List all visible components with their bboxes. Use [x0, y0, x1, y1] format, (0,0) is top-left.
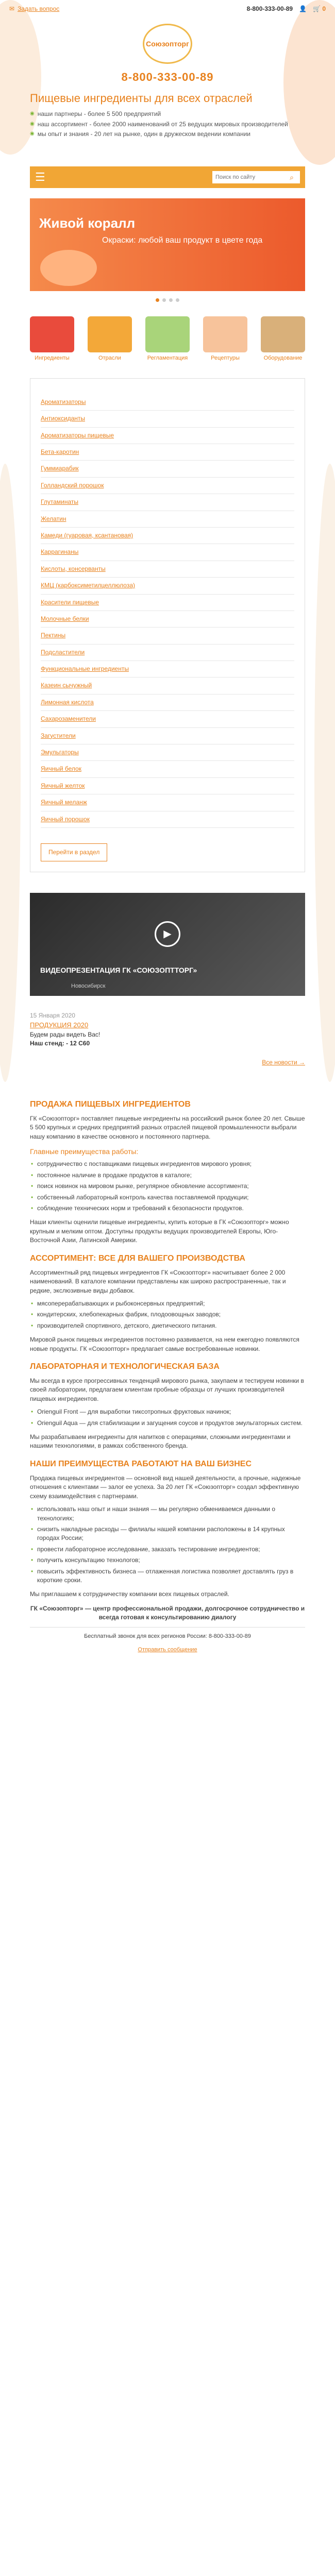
promo-banner[interactable] [30, 198, 305, 291]
category-ingredients[interactable] [30, 316, 74, 363]
list-item[interactable] [41, 628, 294, 644]
list-item-link[interactable]: Молочные белки [41, 615, 89, 622]
list-item: • поиск новинок на мировом рынке, регулярное обновление ассортимента; [30, 1182, 305, 1191]
list-item-link[interactable]: Глутаминаты [41, 498, 78, 506]
list-item-link[interactable]: КМЦ (карбоксиметилцеллюлоза) [41, 582, 136, 589]
go-to-section-button[interactable]: Перейти в раздел [41, 843, 107, 861]
slider-dot[interactable] [156, 298, 159, 302]
list-item-link[interactable]: Яичный белок [41, 765, 81, 773]
list-item[interactable] [41, 611, 294, 628]
list-item[interactable] [41, 711, 294, 727]
list-item[interactable] [41, 595, 294, 611]
cart-icon[interactable]: 🛒 0 [313, 5, 326, 13]
category-image [145, 316, 190, 352]
list-item-link[interactable]: Подсластители [41, 648, 85, 656]
banner-subtitle: Окраски: любой ваш продукт в цвете года [102, 236, 263, 245]
search-box [212, 171, 300, 183]
content-paragraph: Мировой рынок пищевых ингредиентов постоянно развивается, на нем ежегодно появляются новые продукты. ГК «Союзопторг» предлагает самые востребованные новинки. [30, 1336, 299, 1352]
category-label: Оборудование [263, 354, 303, 361]
hero-title: Пищевые ингредиенты для всех отраслей [30, 91, 253, 105]
all-news-link[interactable]: Все новости → [262, 1059, 305, 1066]
content-paragraph: Мы разрабатываем ингредиенты для напитков с операциями, сложными ингредиентами и нашими технологиями, в рамках собственного бренда. [30, 1433, 291, 1450]
slider-dot[interactable] [169, 298, 173, 302]
free-call-line: Бесплатный звонок для всех регионов России: 8-800-333-00-89 [84, 1633, 251, 1640]
cart-count: 0 [322, 5, 326, 13]
news-line: Будем рады видеть Вас! [30, 1030, 100, 1038]
list-item-link[interactable]: Бета-каротин [41, 448, 79, 456]
list-item: • использовать наш опыт и наши знания — мы регулярно обмениваемся данными о технологиях; [30, 1505, 305, 1523]
news-block [30, 1011, 305, 1067]
list-item-link[interactable]: Ароматизаторы [41, 398, 86, 405]
list-item[interactable] [41, 728, 294, 744]
hero-item: ◉ мы опыт и знания - 20 лет на рынке, один в дружеском ведении компании [30, 130, 305, 139]
list-item-link[interactable]: Лимонная кислота [41, 698, 94, 706]
top-phone[interactable]: 8-800-333-00-89 [246, 5, 293, 13]
list-item: • Orienguil Front — для выработки тиксотропных фруктовых начинок; [30, 1408, 305, 1416]
category-image [88, 316, 132, 352]
slider-dot[interactable] [176, 298, 179, 302]
list-item: • получить консультацию технологов; [30, 1556, 305, 1565]
list-item: • соблюдение технических норм и требований к безопасности продуктов. [30, 1204, 305, 1213]
list-item-link[interactable]: Красители пищевые [41, 598, 99, 606]
nav-bar [30, 166, 305, 188]
hero-item: ◉ наш ассортимент - более 2000 наименований от 25 ведущих мировых производителей [30, 121, 305, 129]
list-item[interactable] [41, 411, 294, 427]
content-paragraph: Наши клиенты оценили пищевые ингредиенты, купить которые в ГК «Союзопторг» можно крупным и мелким оптом. Доступны продукты ведущих производителей Европы, Юго-Восточной Азии, Латинской Америки. [30, 1218, 289, 1244]
list-item[interactable] [41, 578, 294, 594]
news-title-link[interactable]: ПРОДУКЦИЯ 2020 [30, 1021, 89, 1029]
hero-item: ◉ наши партнеры - более 5 500 предприятий [30, 110, 305, 118]
list-item-link[interactable]: Голландский порошок [41, 481, 104, 489]
list-item[interactable] [41, 677, 294, 694]
banner-title: Живой коралл [39, 215, 136, 231]
list-item-link[interactable]: Загустители [41, 732, 76, 739]
list-item-link[interactable]: Казеин сычужный [41, 682, 92, 689]
category-label: Ингредиенты [35, 354, 70, 361]
content-paragraph: Продажа пищевых ингредиентов — основной вид нашей деятельности, а прочные, надежные отношения с клиентами — залог ее успеха. За 20 лет ГК «Союзопторг» создал эффективную схему взаимодействия с партнерами. [30, 1475, 301, 1500]
video-title: ВИДЕОПРЕЗЕНТАЦИЯ ГК «СОЮЗОПТТОРГ» [40, 966, 197, 975]
list-item[interactable] [41, 561, 294, 578]
ask-question-link[interactable]: Задать вопрос [18, 5, 60, 13]
ingredient-list [30, 378, 305, 873]
list-item-link[interactable]: Яичный желток [41, 782, 85, 789]
list-item-link[interactable]: Антиоксиданты [41, 415, 86, 422]
category-recipes[interactable] [203, 316, 247, 363]
news-stand: Наш стенд: - 12 С60 [30, 1040, 90, 1047]
category-regulation[interactable] [145, 316, 190, 363]
category-label: Регламентация [147, 354, 188, 361]
list-item-link[interactable]: Функциональные ингредиенты [41, 665, 129, 673]
list-item[interactable] [41, 761, 294, 777]
list-item[interactable] [41, 811, 294, 828]
list-item[interactable] [41, 744, 294, 761]
list-item-link[interactable]: Ароматизаторы пищевые [41, 431, 114, 439]
list-item[interactable] [41, 394, 294, 411]
list-item: • сотрудничество с поставщиками пищевых ингредиентов мирового уровня; [30, 1160, 305, 1168]
category-row [30, 316, 305, 363]
logo[interactable] [143, 24, 192, 64]
list-item: • снизить накладные расходы — филиалы нашей компании расположены в 14 крупных городах России; [30, 1525, 305, 1543]
list-item[interactable] [41, 494, 294, 511]
list-item[interactable] [41, 794, 294, 811]
menu-icon[interactable]: ☰ [35, 171, 45, 184]
list-item[interactable] [41, 645, 294, 661]
list-item[interactable] [41, 511, 294, 528]
user-icon[interactable]: 👤 [299, 5, 307, 13]
content-heading: ПРОДАЖА ПИЩЕВЫХ ИНГРЕДИЕНТОВ [30, 1099, 191, 1109]
list-item-link[interactable]: Камеди (гуаровая, ксантановая) [41, 531, 133, 539]
list-item-link[interactable]: Гуммиарабик [41, 465, 79, 472]
content-paragraph: ГК «Союзопторг» поставляет пищевые ингредиенты на российский рынок более 20 лет. Свыше 5 500 крупных и средних предприятий разных отраслей пищевой промышленности выбрали нашу компанию в качестве основного и постоянного партнера. [30, 1114, 305, 1140]
slider-dots [0, 291, 335, 309]
list-item: • провести лабораторное исследование, заказать тестирование ингредиентов; [30, 1545, 305, 1554]
category-image [203, 316, 247, 352]
list-item: • кондитерских, хлебопекарных фабрик, плодоовощных заводов; [30, 1310, 305, 1319]
category-label: Рецептуры [211, 354, 240, 361]
category-image [30, 316, 74, 352]
main-phone[interactable]: 8-800-333-00-89 [121, 71, 214, 83]
content-heading: НАШИ ПРЕИМУЩЕСТВА РАБОТАЮТ НА ВАШ БИЗНЕС [30, 1459, 252, 1468]
list-item-link[interactable]: Сахарозаменители [41, 715, 96, 723]
map-label: Новосибирск [71, 983, 106, 990]
category-label: Отрасли [98, 354, 121, 361]
list-item-link[interactable]: Яичный порошок [41, 815, 90, 823]
list-item: • мясоперерабатывающих и рыбоконсервных предприятий; [30, 1299, 305, 1308]
list-item-link[interactable]: Кислоты, консерванты [41, 565, 106, 572]
list-item-link[interactable]: Пектины [41, 632, 66, 639]
list-item-link[interactable]: Каррагинаны [41, 548, 79, 556]
send-message-link[interactable]: Отправить сообщение [138, 1647, 197, 1653]
category-image [261, 316, 305, 352]
list-item-link[interactable]: Яичный меланж [41, 799, 87, 806]
list-item: • производителей спортивного, детского, диетического питания. [30, 1321, 305, 1330]
list-item: • повысить эффективность бизнеса — отлаженная логистика позволяет доставлять груз в короткие сроки. [30, 1567, 305, 1585]
mail-icon: ✉ [9, 5, 15, 13]
hero-list [0, 105, 335, 146]
list-item[interactable] [41, 694, 294, 711]
top-bar [0, 0, 335, 19]
list-item: • Orienguil Aqua — для стабилизации и загущения соусов и продуктов эмульгаторных систем. [30, 1419, 305, 1428]
content-heading: АССОРТИМЕНТ: ВСЕ ДЛЯ ВАШЕГО ПРОИЗВОДСТВА [30, 1253, 245, 1263]
play-icon[interactable]: ▶ [155, 921, 180, 947]
list-item[interactable] [41, 661, 294, 677]
content-subheading: Главные преимущества работы: [30, 1147, 139, 1156]
slider-dot[interactable] [162, 298, 166, 302]
content-paragraph: Мы приглашаем к сотрудничеству компании всех пищевых отраслей. [30, 1590, 229, 1598]
closing-text: ГК «Союзопторг» — центр профессиональной продажи, долгосрочное сотрудничество и всегда готовая к консультированию диалогу [30, 1604, 305, 1621]
search-icon[interactable]: ⌕ [290, 173, 294, 181]
seo-content [30, 1098, 305, 1655]
list-item-link[interactable]: Эмульгаторы [41, 749, 79, 756]
list-item[interactable] [41, 778, 294, 794]
search-input[interactable] [212, 171, 284, 183]
content-paragraph: Ассортиментный ряд пищевых ингредиентов ГК «Союзопторг» насчитывает более 2 000 наименований. В каталоге компании представлены как широко распространенные, так и редкие, экслюзивные виды добавок. [30, 1268, 286, 1294]
list-item[interactable] [41, 528, 294, 544]
list-item: • постоянное наличие в продаже продуктов в каталоге; [30, 1171, 305, 1180]
list-item: • собственный лабораторный контроль качества поставляемой продукции; [30, 1193, 305, 1202]
coral-image [40, 250, 97, 286]
list-item[interactable] [41, 478, 294, 494]
list-item-link[interactable]: Желатин [41, 515, 66, 522]
content-heading: ЛАБОРАТОРНАЯ И ТЕХНОЛОГИЧЕСКАЯ БАЗА [30, 1362, 220, 1371]
list-item[interactable] [41, 444, 294, 461]
video-player[interactable] [30, 893, 305, 996]
list-item[interactable] [41, 544, 294, 561]
category-industries[interactable] [88, 316, 132, 363]
divider [30, 1627, 305, 1628]
category-equipment[interactable] [261, 316, 305, 363]
list-item[interactable] [41, 428, 294, 444]
logo-text: Союзопторг [146, 39, 189, 48]
news-date: 15 Января 2020 [30, 1012, 75, 1020]
list-item[interactable] [41, 461, 294, 477]
content-paragraph: Мы всегда в курсе прогрессивных тенденций мирового рынка, закупаем и тестируем новинки в своей лаборатории, предлагаем клиентам пробные образцы от лучших производителей пищевых ингредиентов. [30, 1377, 304, 1402]
